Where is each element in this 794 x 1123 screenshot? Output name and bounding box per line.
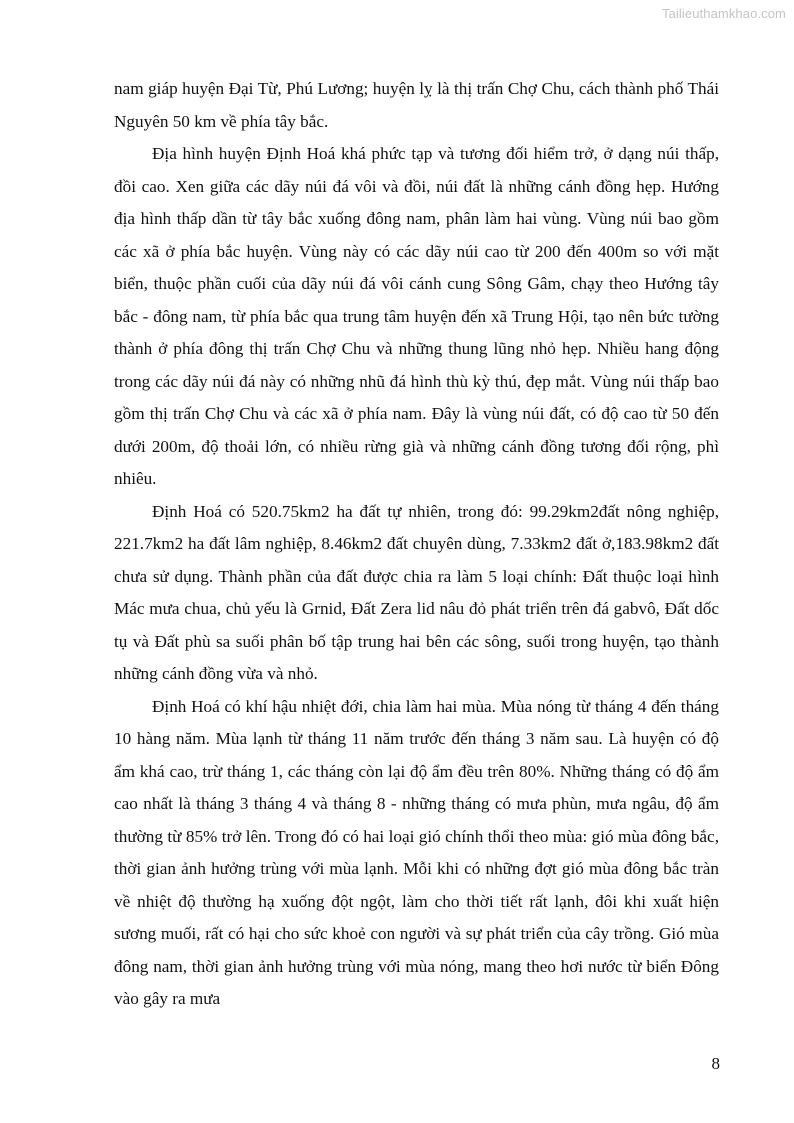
paragraph-climate: Định Hoá có khí hậu nhiệt đới, chia làm hai mùa. Mùa nóng từ tháng 4 đến tháng 10 hàng năm. Mùa lạnh từ tháng 11 năm trước đến tháng 3 năm sau. Là huyện có độ ẩm khá cao, trừ tháng 1, các tháng còn lại độ ẩm đều trên 80%. Những tháng có độ ẩm cao nhất là tháng 3 tháng 4 và tháng 8 - những tháng có mưa phùn, mưa ngâu, độ ẩm thường từ 85% trở lên. Trong đó có hai loại gió chính thổi theo mùa: gió mùa đông bắc, thời gian ảnh hưởng trùng với mùa lạnh. Mỗi khi có những đợt gió mùa đông bắc tràn về nhiệt độ thường hạ xuống đột ngột, làm cho thời tiết rất lạnh, đôi khi xuất hiện sương muối, rất có hại cho sức khoẻ con người và sự phát triển của cây trồng. Gió mùa đông nam, thời gian ảnh hưởng trùng với mùa nóng, mang theo hơi nước từ biển Đông vào gây ra mưa (114, 696, 719, 1008)
paragraph-continuation: nam giáp huyện Đại Từ, Phú Lương; huyện lỵ là thị trấn Chợ Chu, cách thành phố Thái Nguyên 50 km về phía tây bắc. (114, 79, 719, 131)
watermark: Tailieuthamkhao.com (661, 6, 786, 21)
page-number: 8 (711, 1054, 720, 1073)
paragraph-land: Định Hoá có 520.75km2 ha đất tự nhiên, trong đó: 99.29km2đất nông nghiệp, 221.7km2 ha đất lâm nghiệp, 8.46km2 đất chuyên dùng, 7.33km2 đất ở,183.98km2 đất chưa sử dụng. Thành phần của đất được chia ra làm 5 loại chính: Đất thuộc loại hình Mác mưa chua, chủ yếu là Grnid, Đất Zera lid nâu đỏ phát triển trên đá gabvô, Đất dốc tụ và Đất phù sa suối phân bố tập trung hai bên các sông, suối trong huyện, tạo thành những cánh đồng vừa và nhỏ. (114, 501, 719, 683)
document-body (114, 73, 719, 1016)
paragraph-terrain: Địa hình huyện Định Hoá khá phức tạp và tương đối hiểm trở, ở dạng núi thấp, đồi cao. Xen giữa các dãy núi đá vôi và đồi, núi đất là những cánh đồng hẹp. Hướng địa hình thấp dần từ tây bắc xuống đông nam, phân làm hai vùng. Vùng núi bao gồm các xã ở phía bắc huyện. Vùng này có các dãy núi cao từ 200 đến 400m so với mặt biển, thuộc phần cuối của dãy núi đá vôi cánh cung Sông Gâm, chạy theo Hướng tây bắc - đông nam, từ phía bắc qua trung tâm huyện đến xã Trung Hội, tạo nên bức tường thành ở phía đông thị trấn Chợ Chu và những thung lũng nhỏ hẹp. Nhiều hang động trong các dãy núi đá này có những nhũ đá hình thù kỳ thú, đẹp mắt. Vùng núi thấp bao gồm thị trấn Chợ Chu và các xã ở phía nam. Đây là vùng núi đất, có độ cao từ 50 đến dưới 200m, độ thoải lớn, có nhiều rừng già và những cánh đồng tương đối rộng, phì nhiêu. (114, 144, 719, 488)
